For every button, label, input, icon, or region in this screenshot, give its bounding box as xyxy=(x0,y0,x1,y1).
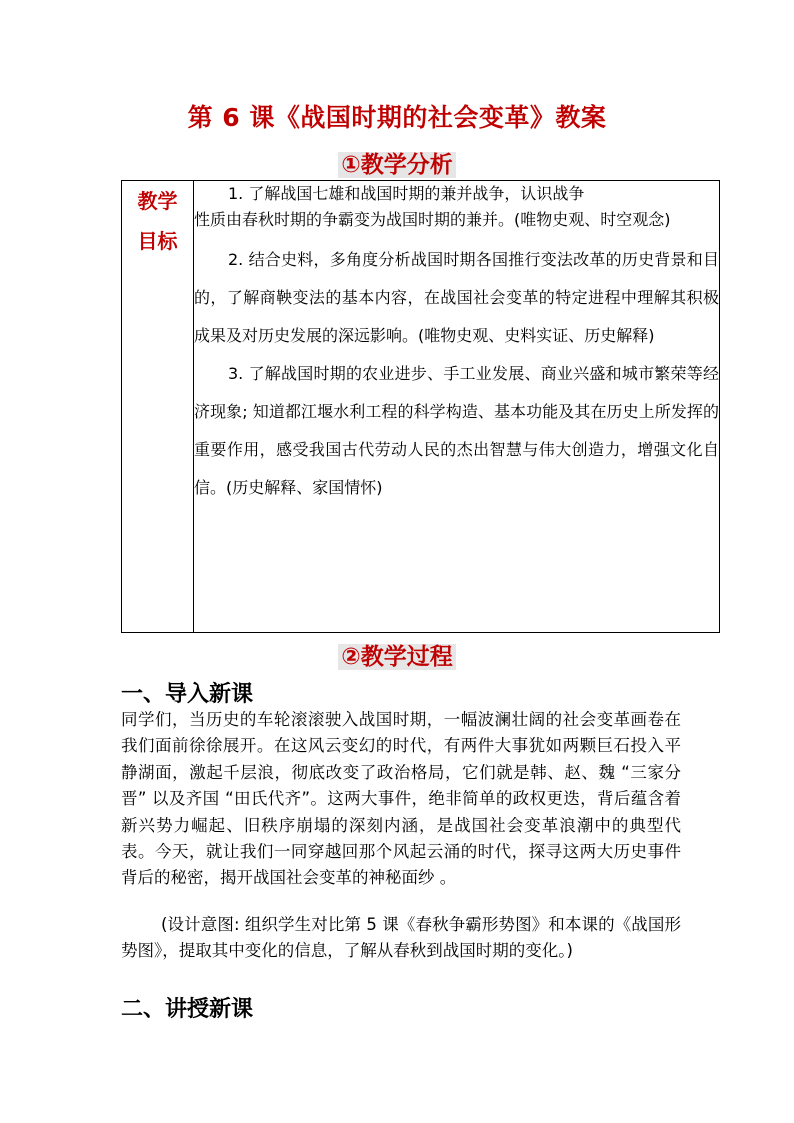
heading-new-lesson: 二、讲授新课 xyxy=(121,997,254,1022)
intro-paragraph: 同学们，当历史的车轮滚滚驶入战国时期，一幅波澜壮阔的社会变革画卷在我们面前徐徐展开。在这风云变幻的时代，有两件大事犹如两颗巨石投入平静湖面，激起千层浪，彻底改变了政治格局，它们就是韩、赵、魏 “三家分晋” 以及齐国 “田氏代齐”。这两大事件，绝非简单的政权更迭，背后蕴含着新兴势力崛起、旧秩序崩塌的深刻内涵，是战国社会变革浪潮中的典型代表。今天，就让我们一同穿越回那个风起云涌的时代，探寻这两大历史事件背后的秘密，揭开战国社会变革的神秘面纱 。 xyxy=(121,710,681,888)
section-heading-analysis-text: ①教学分析 xyxy=(338,152,455,178)
objective-item-1a: 1. 了解战国七雄和战国时期的兼并战争，认识战争 xyxy=(228,184,585,203)
objectives-label-line2: 目标 xyxy=(137,229,178,253)
page-title: 第 6 课《战国时期的社会变革》教案 xyxy=(187,103,607,132)
heading-intro: 一、导入新课 xyxy=(121,682,254,707)
objective-item-1b: 性质由春秋时期的争霸变为战国时期的兼并。(唯物史观、时空观念) xyxy=(194,210,671,229)
objectives-label xyxy=(122,181,194,633)
objectives-label-line1: 教学 xyxy=(137,189,178,213)
section-heading-analysis xyxy=(0,146,794,179)
section-heading-process xyxy=(0,638,794,671)
section-heading-process-text: ②教学过程 xyxy=(338,644,455,670)
objectives-content xyxy=(194,181,720,633)
objective-item-2: 2. 结合史料，多角度分析战国时期各国推行变法改革的历史背景和目的，了解商鞅变法的基本内容，在战国社会变革的特定进程中理解其积极成果及对历史发展的深远影响。(唯物史观、史料实证、历史解释) xyxy=(194,250,719,345)
design-note: (设计意图: 组织学生对比第 5 课《春秋争霸形势图》和本课的《战国形势图》，提取其中变化的信息，了解从春秋到战国时期的变化。) xyxy=(121,915,681,961)
objective-item-3: 3. 了解战国时期的农业进步、手工业发展、商业兴盛和城市繁荣等经济现象; 知道都江堰水利工程的科学构造、基本功能及其在历史上所发挥的重要作用，感受我国古代劳动人民的杰出智慧与伟大创造力，增强文化自信。(历史解释、家国情怀) xyxy=(194,364,719,497)
objectives-table xyxy=(121,180,720,633)
